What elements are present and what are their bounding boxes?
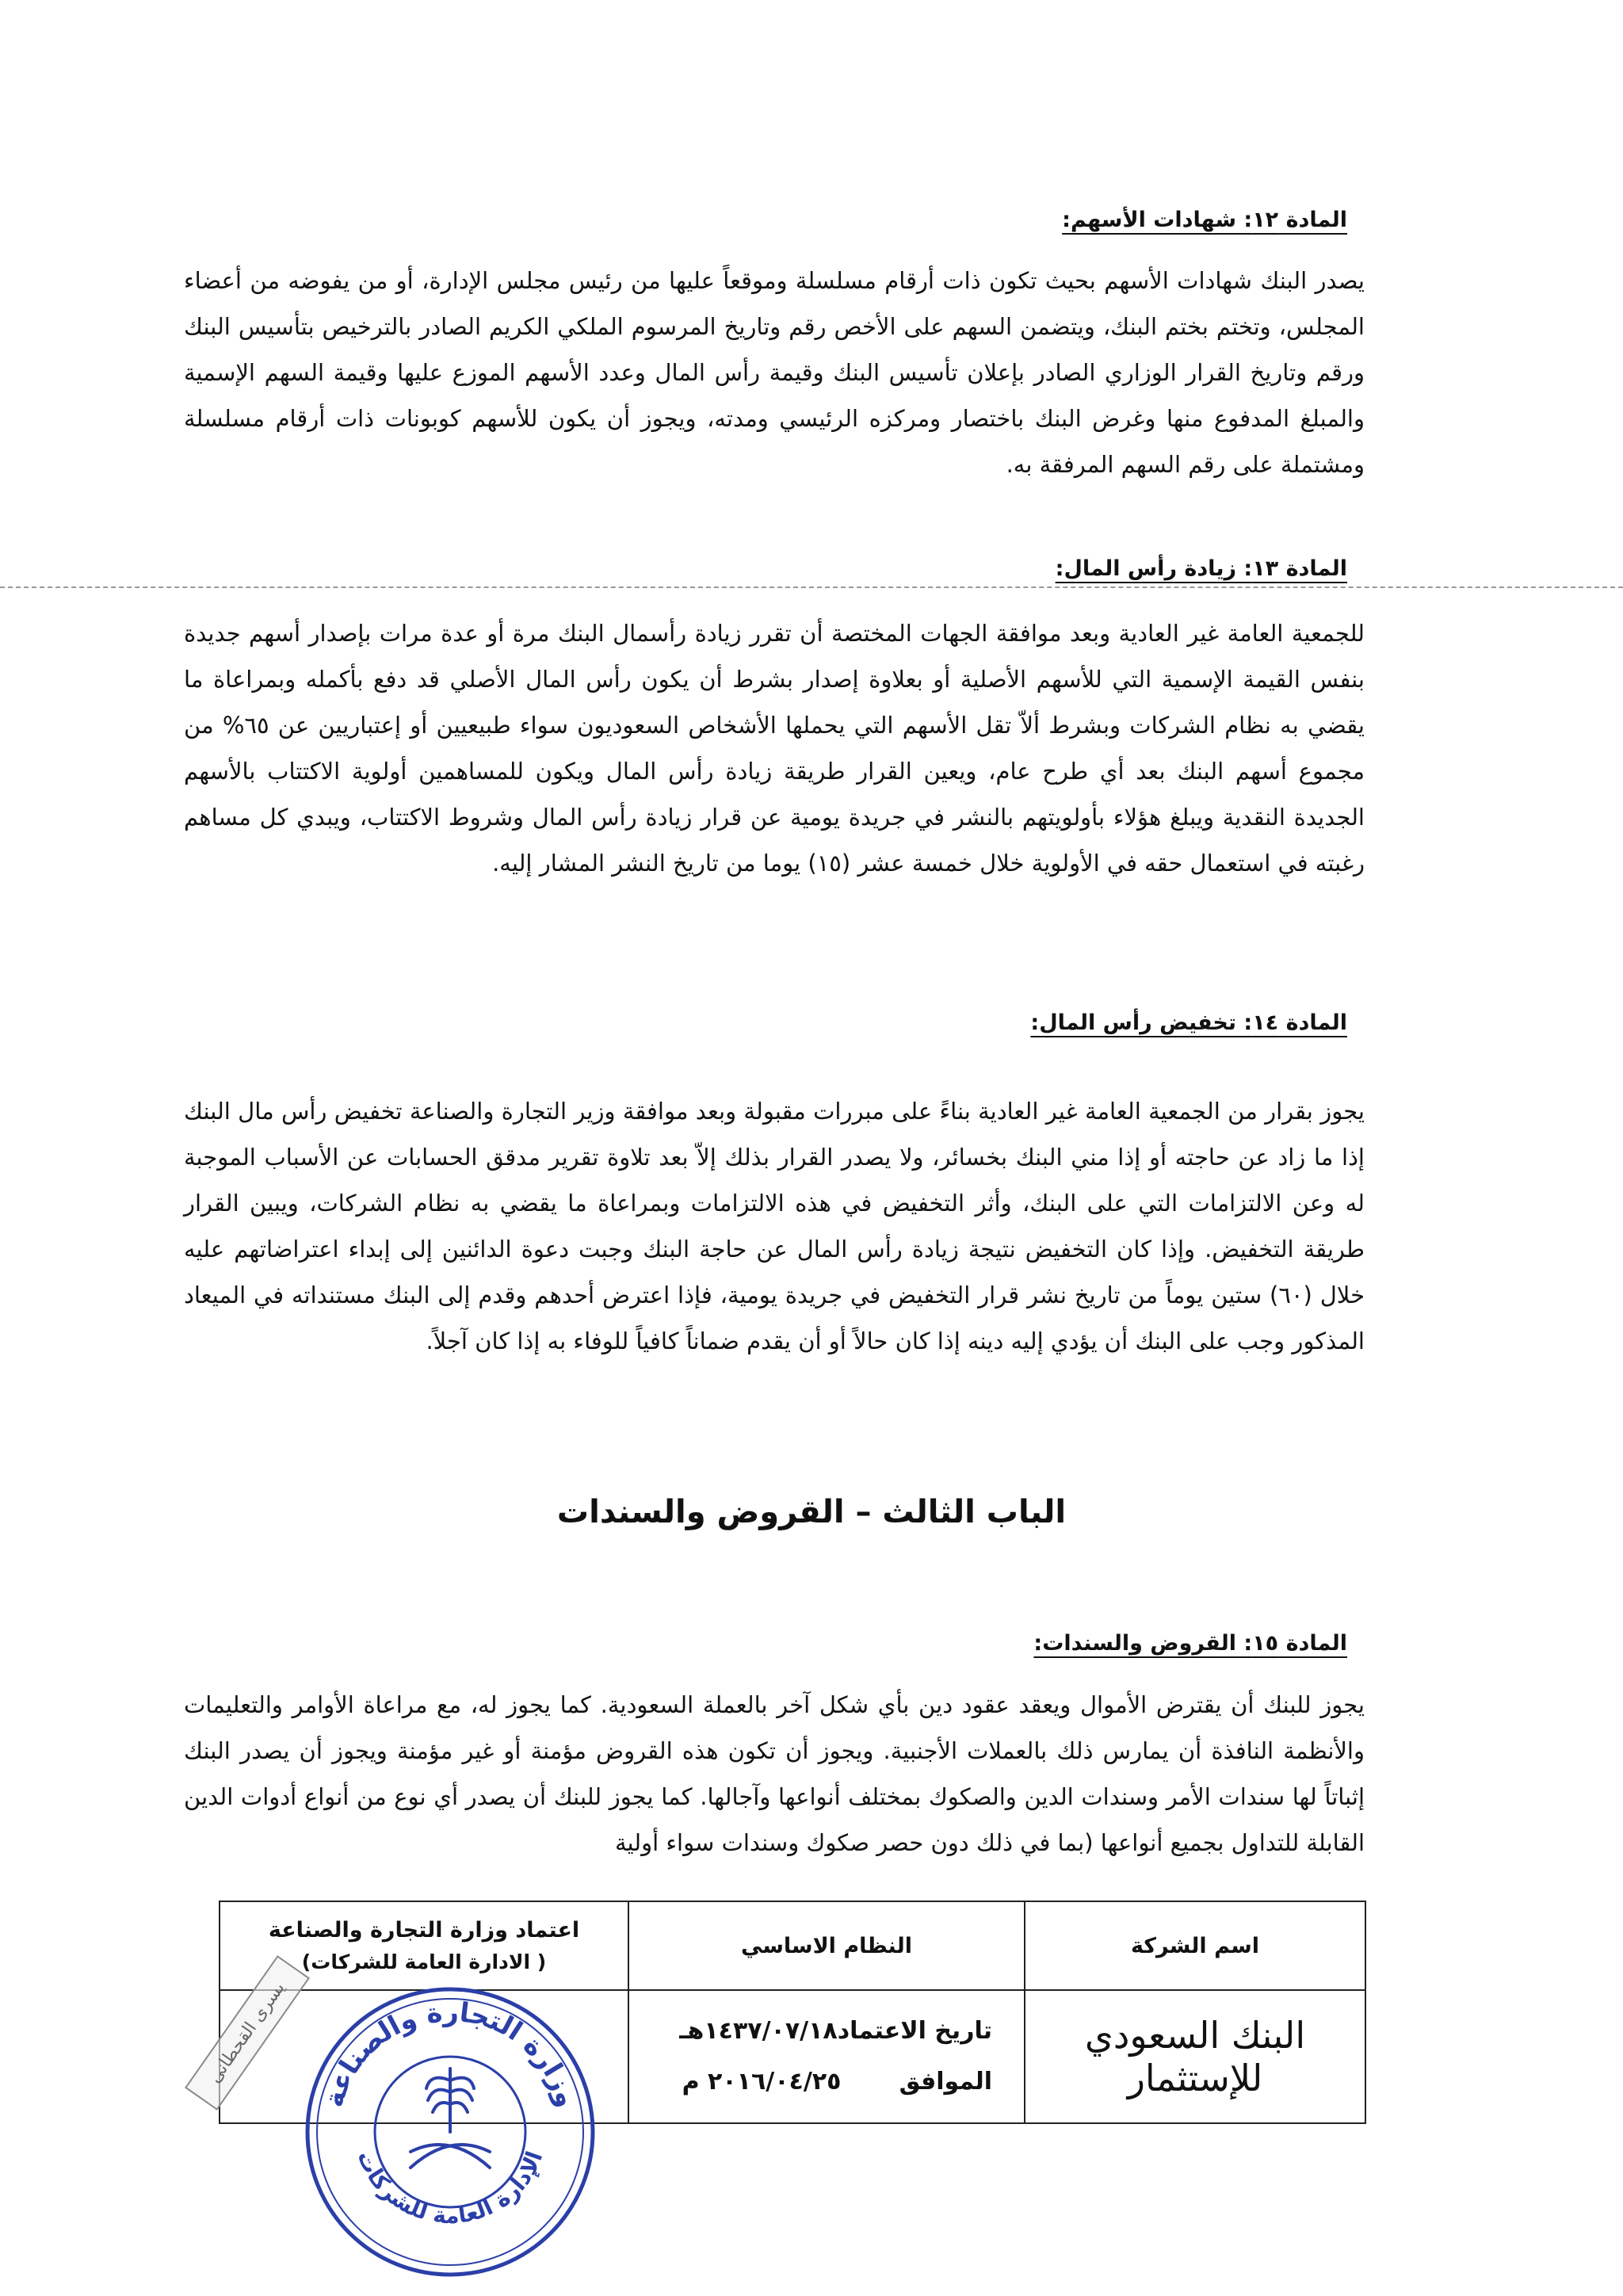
divider	[0, 586, 1623, 588]
article-15-body: يجوز للبنك أن يقترض الأموال ويعقد عقود دين بأي شكل آخر بالعملة السعودية. كما يجوز له، مع مراعاة الأوامر والتعليمات والأنظمة النافذة أن يمارس ذلك بالعملات الأجنبية. ويجوز أن تكون هذه القروض مؤمنة أو غير مؤمنة ويجوز أن يصدر البنك إثباتاً لها سندات الأمر وسندات الدين والصكوك بمختلف أنواعها وآجالها. كما يجوز للبنك أن يصدر أي نوع من أنواع أدوات الدين القابلة للتداول بجميع أنواعها (بما في ذلك دون حصر صكوك وسندات سواء أولية	[184, 1691, 1365, 1856]
bylaws-header: النظام الاساسي	[628, 1901, 1025, 1990]
approval-dates	[628, 1990, 1025, 2123]
approval-date: تاريخ الاعتماد١٤٣٧/٠٧/١٨هـ	[679, 2017, 992, 2045]
approval-footer-table	[219, 1901, 1366, 2124]
svg-text:وزارة التجارة والصناعة: وزارة التجارة والصناعة	[317, 1996, 583, 2111]
ministry-approval-subtitle: ( الادارة العامة للشركات)	[301, 1950, 547, 1973]
article-15-heading: المادة ١٥: القروض والسندات:	[1033, 1631, 1347, 1656]
article-14-body: يجوز بقرار من الجمعية العامة غير العادية بناءً على مبررات مقبولة وبعد موافقة وزير التجارة والصناعة تخفيض رأس مال البنك إذا ما زاد عن حاجته أو إذا مني البنك بخسائر، ولا يصدر القرار بذلك إلاّ بعد تلاوة تقرير مدقق الحسابات عن الأسباب الموجبة له وعن الالتزامات التي على البنك، وأثر التخفيض في هذه الالتزامات وبمراعاة ما يقضي به نظام الشركات، ويبين القرار طريقة التخفيض. وإذا كان التخفيض نتيجة زيادة رأس المال عن حاجة البنك وجبت دعوة الدائنين إلى إبداء اعتراضاتهم عليه خلال (٦٠) ستين يوماً من تاريخ نشر قرار التخفيض في جريدة يومية، فإذا اعترض أحدهم وقدم إلى البنك مستنداته في الميعاد المذكور وجب على البنك أن يؤدي إليه دينه إذا كان حالاً أو أن يقدم ضماناً كافياً للوفاء به إذا كان آجلاً.	[184, 1098, 1365, 1354]
official-name-stamp: يسرى القحطانى	[185, 1955, 310, 2111]
article-12-heading: المادة ١٢: شهادات الأسهم:	[1062, 208, 1347, 232]
article-13-body: للجمعية العامة غير العادية وبعد موافقة الجهات المختصة أن تقرر زيادة رأسمال البنك مرة أو عدة مرات بإصدار أسهم جديدة بنفس القيمة الإسمية التي للأسهم الأصلية أو بعلاوة إصدار بشرط أن يكون رأس المال الأصلي قد دفع بأكمله وبمراعاة ما يقضي به نظام الشركات وبشرط ألاّ تقل الأسهم التي يحملها الأشخاص السعوديون سواء طبيعيين أو إعتباريين عن ٦٥% من مجموع أسهم البنك بعد أي طرح عام، ويعين القرار طريقة زيادة رأس المال ويكون للمساهمين أولوية الاكتتاب بالأسهم الجديدة النقدية ويبلغ هؤلاء بأولويتهم بالنشر في جريدة يومية عن قرار زيادة رأس المال وشروط الاكتتاب، ويبدي كل مساهم رغبته في استعمال حقه في الأولوية خلال خمسة عشر (١٥) يوما من تاريخ النشر المشار إليه.	[184, 620, 1365, 877]
company-name-value: البنك السعودي للإستثمار	[1025, 1990, 1365, 2123]
chapter-title: الباب الثالث – القروض والسندات	[556, 1494, 1067, 1530]
article-12-body: يصدر البنك شهادات الأسهم بحيث تكون ذات أرقام مسلسلة وموقعاً عليها من رئيس مجلس الإدارة، أو من يفوضه من أعضاء المجلس، وتختم بختم البنك، ويتضمن السهم على الأخص رقم وتاريخ المرسوم الملكي الكريم الصادر بالترخيص بتأسيس البنك ورقم وتاريخ القرار الوزاري الصادر بإعلان تأسيس البنك وقيمة رأس المال وعدد الأسهم الموزع عليها وقيمة السهم الإسمية والمبلغ المدفوع منها وغرض البنك باختصار ومركزه الرئيسي ومدته، ويجوز أن يكون للأسهم كوبونات ذات أرقام مسلسلة ومشتملة على رقم السهم المرفقة به.	[184, 267, 1365, 478]
article-13-heading: المادة ١٣: زيادة رأس المال:	[1055, 556, 1347, 581]
ministry-approval-title: اعتماد وزارة التجارة والصناعة	[268, 1918, 580, 1943]
article-14-heading: المادة ١٤: تخفيض رأس المال:	[1030, 1010, 1347, 1035]
svg-text:الإدارة العامة للشركات: الإدارة العامة للشركات	[352, 2146, 548, 2229]
corresponding-date: الموافق ٢٠١٦/٠٤/٢٥ م	[682, 2068, 992, 2095]
company-name-header: اسم الشركة	[1025, 1901, 1365, 1990]
